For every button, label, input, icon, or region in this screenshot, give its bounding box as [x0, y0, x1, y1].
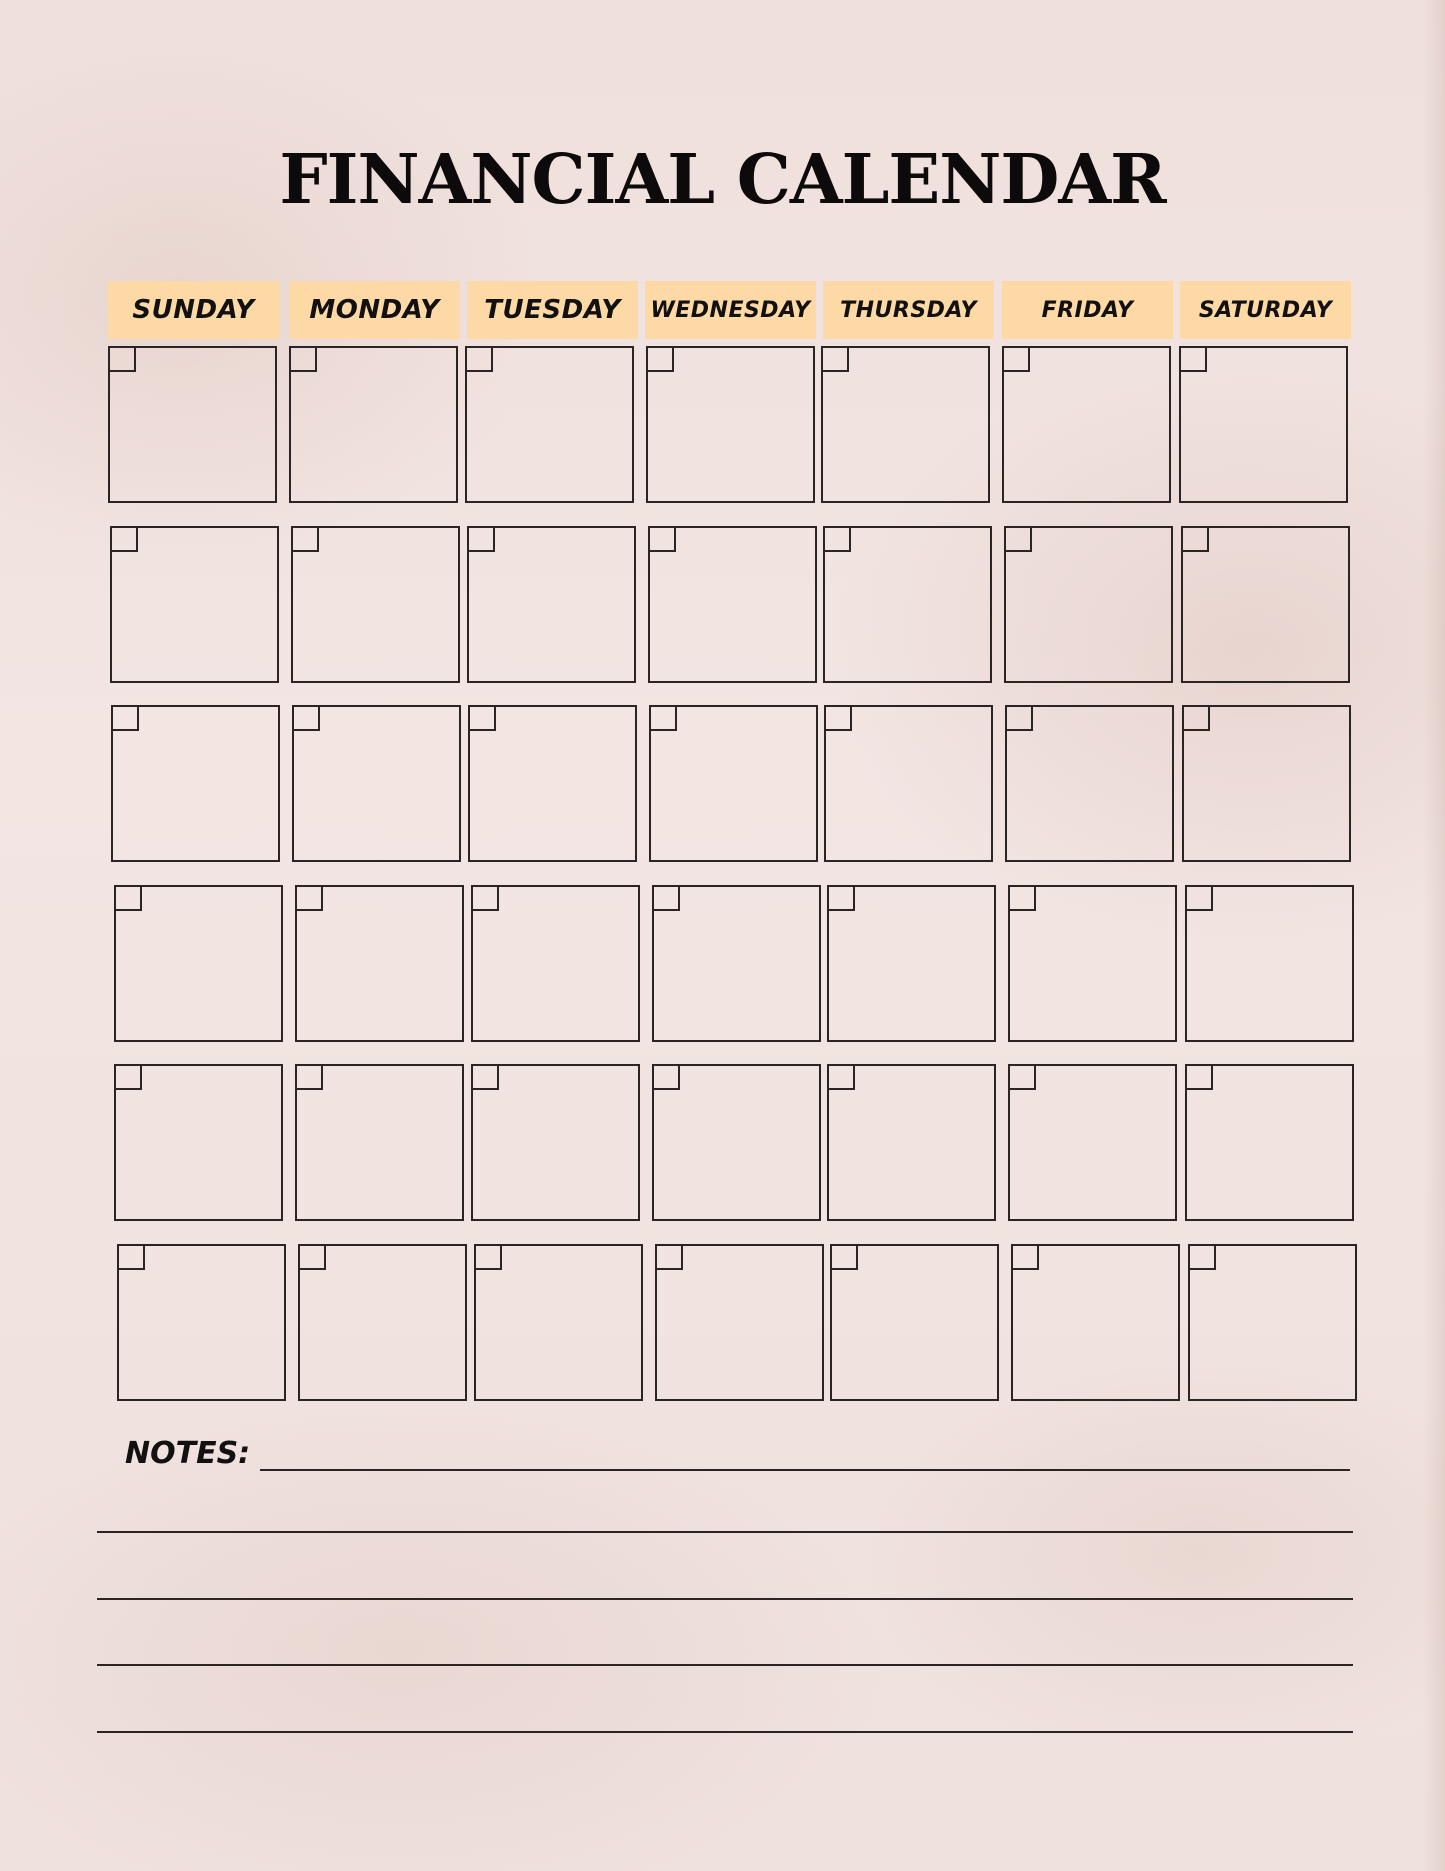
- calendar-day-cell[interactable]: [824, 705, 993, 862]
- calendar-day-cell[interactable]: [467, 526, 636, 683]
- notes-label: NOTES:: [125, 1436, 251, 1471]
- calendar-day-cell[interactable]: [295, 885, 464, 1042]
- calendar-day-cell[interactable]: [295, 1064, 464, 1221]
- day-header-tuesday: TUESDAY: [467, 281, 638, 339]
- notes-line[interactable]: [97, 1531, 1353, 1533]
- calendar-day-cell[interactable]: [108, 346, 277, 503]
- date-number-box[interactable]: [110, 526, 138, 552]
- calendar-day-cell[interactable]: [652, 1064, 821, 1221]
- calendar-day-cell[interactable]: [111, 705, 280, 862]
- calendar-day-cell[interactable]: [1181, 526, 1350, 683]
- calendar-day-cell[interactable]: [646, 346, 815, 503]
- calendar-day-cell[interactable]: [821, 346, 990, 503]
- date-number-box[interactable]: [652, 1064, 680, 1090]
- calendar-day-cell[interactable]: [655, 1244, 824, 1401]
- date-number-box[interactable]: [655, 1244, 683, 1270]
- date-number-box[interactable]: [471, 885, 499, 911]
- page-edge-shadow: [1423, 0, 1445, 1871]
- date-number-box[interactable]: [1005, 705, 1033, 731]
- date-number-box[interactable]: [289, 346, 317, 372]
- notes-line[interactable]: [97, 1664, 1353, 1666]
- calendar-day-cell[interactable]: [827, 885, 996, 1042]
- date-number-box[interactable]: [646, 346, 674, 372]
- calendar-day-cell[interactable]: [471, 1064, 640, 1221]
- calendar-day-cell[interactable]: [823, 526, 992, 683]
- date-number-box[interactable]: [465, 346, 493, 372]
- day-header-saturday: SATURDAY: [1180, 281, 1351, 339]
- date-number-box[interactable]: [821, 346, 849, 372]
- date-number-box[interactable]: [471, 1064, 499, 1090]
- calendar-day-cell[interactable]: [1008, 1064, 1177, 1221]
- date-number-box[interactable]: [1185, 1064, 1213, 1090]
- date-number-box[interactable]: [467, 526, 495, 552]
- calendar-day-cell[interactable]: [652, 885, 821, 1042]
- calendar-day-cell[interactable]: [292, 705, 461, 862]
- calendar-day-cell[interactable]: [289, 346, 458, 503]
- date-number-box[interactable]: [827, 885, 855, 911]
- calendar-day-cell[interactable]: [830, 1244, 999, 1401]
- date-number-box[interactable]: [114, 1064, 142, 1090]
- calendar-day-cell[interactable]: [1182, 705, 1351, 862]
- date-number-box[interactable]: [474, 1244, 502, 1270]
- date-number-box[interactable]: [468, 705, 496, 731]
- day-header-friday: FRIDAY: [1002, 281, 1173, 339]
- calendar-day-cell[interactable]: [298, 1244, 467, 1401]
- date-number-box[interactable]: [295, 885, 323, 911]
- page-title: FINANCIAL CALENDAR: [279, 140, 1166, 220]
- date-number-box[interactable]: [1181, 526, 1209, 552]
- day-header-sunday: SUNDAY: [108, 281, 279, 339]
- date-number-box[interactable]: [114, 885, 142, 911]
- calendar-day-cell[interactable]: [474, 1244, 643, 1401]
- calendar-day-cell[interactable]: [465, 346, 634, 503]
- calendar-day-cell[interactable]: [114, 885, 283, 1042]
- calendar-day-cell[interactable]: [1005, 705, 1174, 862]
- calendar-day-cell[interactable]: [1002, 346, 1171, 503]
- date-number-box[interactable]: [117, 1244, 145, 1270]
- date-number-box[interactable]: [830, 1244, 858, 1270]
- date-number-box[interactable]: [1179, 346, 1207, 372]
- date-number-box[interactable]: [295, 1064, 323, 1090]
- date-number-box[interactable]: [298, 1244, 326, 1270]
- date-number-box[interactable]: [108, 346, 136, 372]
- date-number-box[interactable]: [1008, 885, 1036, 911]
- date-number-box[interactable]: [292, 705, 320, 731]
- calendar-day-cell[interactable]: [1179, 346, 1348, 503]
- date-number-box[interactable]: [291, 526, 319, 552]
- calendar-day-cell[interactable]: [291, 526, 460, 683]
- notes-line[interactable]: [97, 1731, 1353, 1733]
- date-number-box[interactable]: [1004, 526, 1032, 552]
- calendar-day-cell[interactable]: [1011, 1244, 1180, 1401]
- date-number-box[interactable]: [1188, 1244, 1216, 1270]
- day-header-thursday: THURSDAY: [823, 281, 994, 339]
- calendar-day-cell[interactable]: [1185, 885, 1354, 1042]
- calendar-day-cell[interactable]: [468, 705, 637, 862]
- notes-line[interactable]: [97, 1598, 1353, 1600]
- calendar-day-cell[interactable]: [1188, 1244, 1357, 1401]
- calendar-day-cell[interactable]: [649, 705, 818, 862]
- calendar-day-cell[interactable]: [1008, 885, 1177, 1042]
- date-number-box[interactable]: [1011, 1244, 1039, 1270]
- date-number-box[interactable]: [649, 705, 677, 731]
- calendar-day-cell[interactable]: [117, 1244, 286, 1401]
- date-number-box[interactable]: [1002, 346, 1030, 372]
- calendar-day-cell[interactable]: [827, 1064, 996, 1221]
- date-number-box[interactable]: [1008, 1064, 1036, 1090]
- day-header-monday: MONDAY: [289, 281, 460, 339]
- calendar-day-cell[interactable]: [648, 526, 817, 683]
- calendar-day-cell[interactable]: [1004, 526, 1173, 683]
- calendar-day-cell[interactable]: [114, 1064, 283, 1221]
- date-number-box[interactable]: [1182, 705, 1210, 731]
- date-number-box[interactable]: [824, 705, 852, 731]
- date-number-box[interactable]: [652, 885, 680, 911]
- calendar-day-cell[interactable]: [1185, 1064, 1354, 1221]
- date-number-box[interactable]: [648, 526, 676, 552]
- date-number-box[interactable]: [1185, 885, 1213, 911]
- calendar-day-cell[interactable]: [471, 885, 640, 1042]
- date-number-box[interactable]: [823, 526, 851, 552]
- notes-line[interactable]: [260, 1469, 1350, 1471]
- date-number-box[interactable]: [111, 705, 139, 731]
- calendar-day-cell[interactable]: [110, 526, 279, 683]
- date-number-box[interactable]: [827, 1064, 855, 1090]
- day-header-wednesday: WEDNESDAY: [645, 281, 816, 339]
